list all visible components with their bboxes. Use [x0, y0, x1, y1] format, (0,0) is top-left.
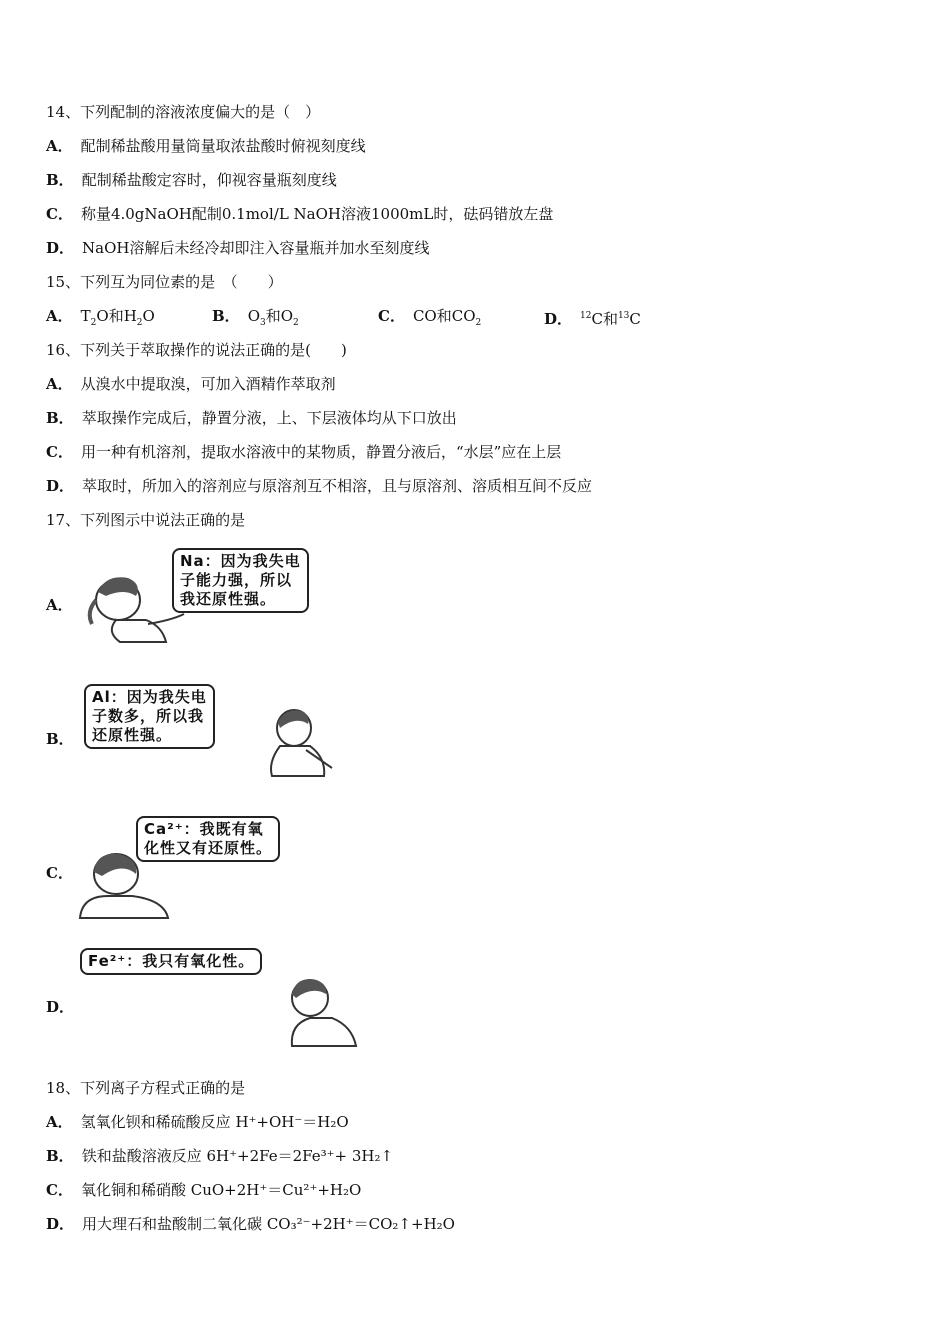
- q16-option-d[interactable]: D． 萃取时，所加入的溶剂应与原溶剂互不相溶，且与原溶剂、溶质相互间不反应: [46, 477, 593, 495]
- q18-option-a[interactable]: A． 氢氧化钡和稀硫酸反应 H⁺+OH⁻＝H₂O: [46, 1113, 349, 1131]
- q15-options: [46, 306, 710, 333]
- q14-option-c[interactable]: C． 称量4.0gNaOH配制0.1mol/L NaOH溶液1000mL时，砝码错放左盘: [46, 205, 554, 223]
- q14-option-a[interactable]: A． 配制稀盐酸用量筒量取浓盐酸时俯视刻度线: [46, 137, 366, 155]
- q15-option-d[interactable]: D． $^{12}$C和$^{13}$C: [544, 310, 641, 328]
- q17-option-a-label[interactable]: A．: [46, 596, 73, 614]
- boy-figure-b: [262, 706, 342, 778]
- speech-bubble-d: Fe²⁺：我只有氧化性。: [80, 948, 262, 975]
- q15-option-c[interactable]: C． CO和$CO_2$: [378, 307, 482, 328]
- q16-option-c[interactable]: C． 用一种有机溶剂，提取水溶液中的某物质，静置分液后，“水层”应在上层: [46, 443, 562, 461]
- girl-figure-a: [76, 572, 186, 644]
- q15-option-b[interactable]: B． $O_3$和$O_2$: [212, 307, 299, 328]
- speech-bubble-c: Ca²⁺：我既有氧 化性又有还原性。: [136, 816, 280, 862]
- q18-stem: 18、下列离子方程式正确的是: [46, 1079, 246, 1097]
- q14-option-d[interactable]: D． NaOH溶解后未经冷却即注入容量瓶并加水至刻度线: [46, 239, 430, 257]
- q15-stem: 15、下列互为同位素的是 （ ）: [46, 273, 283, 291]
- q17-option-c-label[interactable]: C．: [46, 864, 73, 882]
- q14-stem: 14、下列配制的溶液浓度偏大的是（ ）: [46, 103, 321, 121]
- q18-option-c[interactable]: C． 氧化铜和稀硝酸 CuO+2H⁺＝Cu²⁺+H₂O: [46, 1181, 362, 1199]
- q17-option-b-label[interactable]: B．: [46, 730, 74, 748]
- boy-figure-d: [276, 976, 360, 1048]
- q15-option-a[interactable]: A． $T_2O$和$H_2O$: [46, 307, 155, 328]
- q16-stem: 16、下列关于萃取操作的说法正确的是( ): [46, 341, 347, 359]
- q17-stem: 17、下列图示中说法正确的是: [46, 511, 246, 529]
- q17-option-d-label[interactable]: D．: [46, 998, 75, 1016]
- q18-option-d[interactable]: D． 用大理石和盐酸制二氧化碳 CO₃²⁻+2H⁺＝CO₂↑+H₂O: [46, 1215, 455, 1233]
- speech-bubble-b: Al：因为我失电 子数多，所以我 还原性强。: [84, 684, 215, 749]
- speech-bubble-a: Na：因为我失电 子能力强，所以 我还原性强。: [172, 548, 309, 613]
- q18-option-b[interactable]: B． 铁和盐酸溶液反应 6H⁺+2Fe＝2Fe³⁺+ 3H₂↑: [46, 1147, 394, 1165]
- q16-option-b[interactable]: B． 萃取操作完成后，静置分液，上、下层液体均从下口放出: [46, 409, 457, 427]
- q14-option-b[interactable]: B． 配制稀盐酸定容时，仰视容量瓶刻度线: [46, 171, 337, 189]
- girl-figure-c: [72, 850, 172, 920]
- q16-option-a[interactable]: A． 从溴水中提取溴，可加入酒精作萃取剂: [46, 375, 336, 393]
